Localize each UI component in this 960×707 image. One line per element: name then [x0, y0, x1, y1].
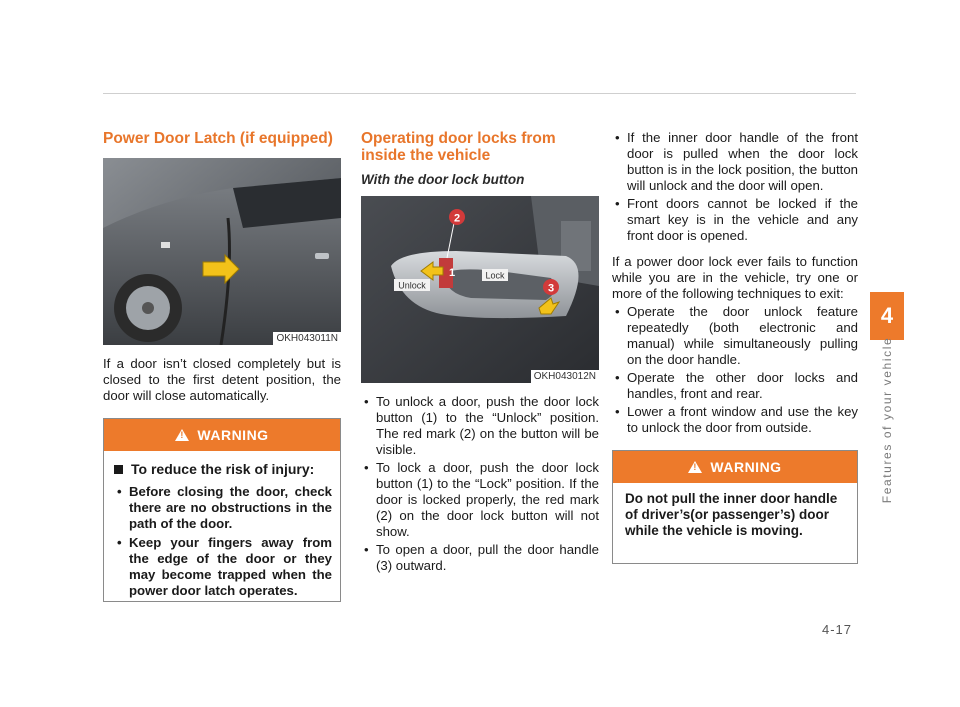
column-2 [361, 130, 599, 574]
label-1: 1 [448, 267, 456, 279]
car-door-illustration [103, 158, 341, 345]
list-item: • To lock a door, push the door lock button (1) to the “Lock” position. If the door is locked properly, the red mark (2) on the door lock button will not show. [361, 460, 599, 540]
warning-item: • Keep your fingers away from the edge of the door or they may become trapped when the power door latch operates. [114, 535, 332, 599]
square-bullet-icon [114, 465, 123, 474]
list-item: • Operate the other door locks and handles, front and rear. [612, 370, 858, 402]
warning-header [104, 419, 340, 451]
warning-triangle-icon [688, 461, 702, 473]
lock-instructions-list [361, 394, 599, 574]
chapter-title: Features of your vehicle [880, 336, 894, 504]
column-3 [612, 130, 858, 564]
latch-paragraph: If a door isn’t closed completely but is closed to the first detent position, the door will close automatically. [103, 356, 341, 403]
warning-text: Do not pull the inner door handle of driver’s(or passenger’s) door while the vehicle is moving. [625, 491, 838, 538]
warning-subtitle: To reduce the risk of injury: [114, 461, 332, 477]
car-door-photo [103, 158, 341, 345]
label-unlock: Unlock [398, 280, 426, 291]
subheading-lock-button: With the door lock button [361, 172, 525, 187]
header-rule [103, 93, 856, 94]
warning-header [613, 451, 857, 483]
warning-list [114, 484, 332, 599]
door-lock-illustration [361, 196, 599, 383]
list-item: • To open a door, pull the door handle (3) outward. [361, 542, 599, 574]
list-item: • To unlock a door, push the door lock button (1) to the “Unlock” position. The red mark (2) on the button will be visible. [361, 394, 599, 458]
list-item: • Front doors cannot be locked if the smart key is in the vehicle and any front door is opened. [612, 196, 858, 244]
warning-title: WARNING [710, 459, 782, 475]
chapter-tab[interactable]: 4 [870, 292, 904, 340]
image-caption: OKH043012N [531, 370, 599, 383]
section-heading-door-locks: Operating door locks from inside the vehicle [361, 130, 556, 164]
list-item: • If the inner door handle of the front door is pulled when the door lock button is in the lock position, the button will unlock and the door will open. [612, 130, 858, 194]
exit-techniques-list [612, 304, 858, 436]
label-3: 3 [547, 282, 555, 295]
image-caption: OKH043011N [273, 332, 341, 345]
label-lock: Lock [485, 270, 505, 281]
column-1 [103, 130, 341, 602]
list-item: • Lower a front window and use the key to unlock the door from outside. [612, 404, 858, 436]
page-number: 4-17 [822, 622, 853, 637]
door-lock-photo [361, 196, 599, 383]
warning-item: • Before closing the door, check there are no obstructions in the path of the door. [114, 484, 332, 532]
warning-box-latch [103, 418, 341, 602]
failure-paragraph: If a power door lock ever fails to function while you are in the vehicle, try one or more of the following techniques to exit: [612, 254, 858, 301]
warning-title: WARNING [197, 427, 269, 443]
door-handle-notes-list [612, 130, 858, 244]
warning-box-handle [612, 450, 858, 564]
label-2: 2 [453, 212, 461, 225]
warning-triangle-icon [175, 429, 189, 441]
section-heading-power-door-latch: Power Door Latch (if equipped) [103, 130, 333, 147]
list-item: • Operate the door unlock feature repeatedly (both electronic and manual) while simultaneously pulling on the door handle. [612, 304, 858, 368]
